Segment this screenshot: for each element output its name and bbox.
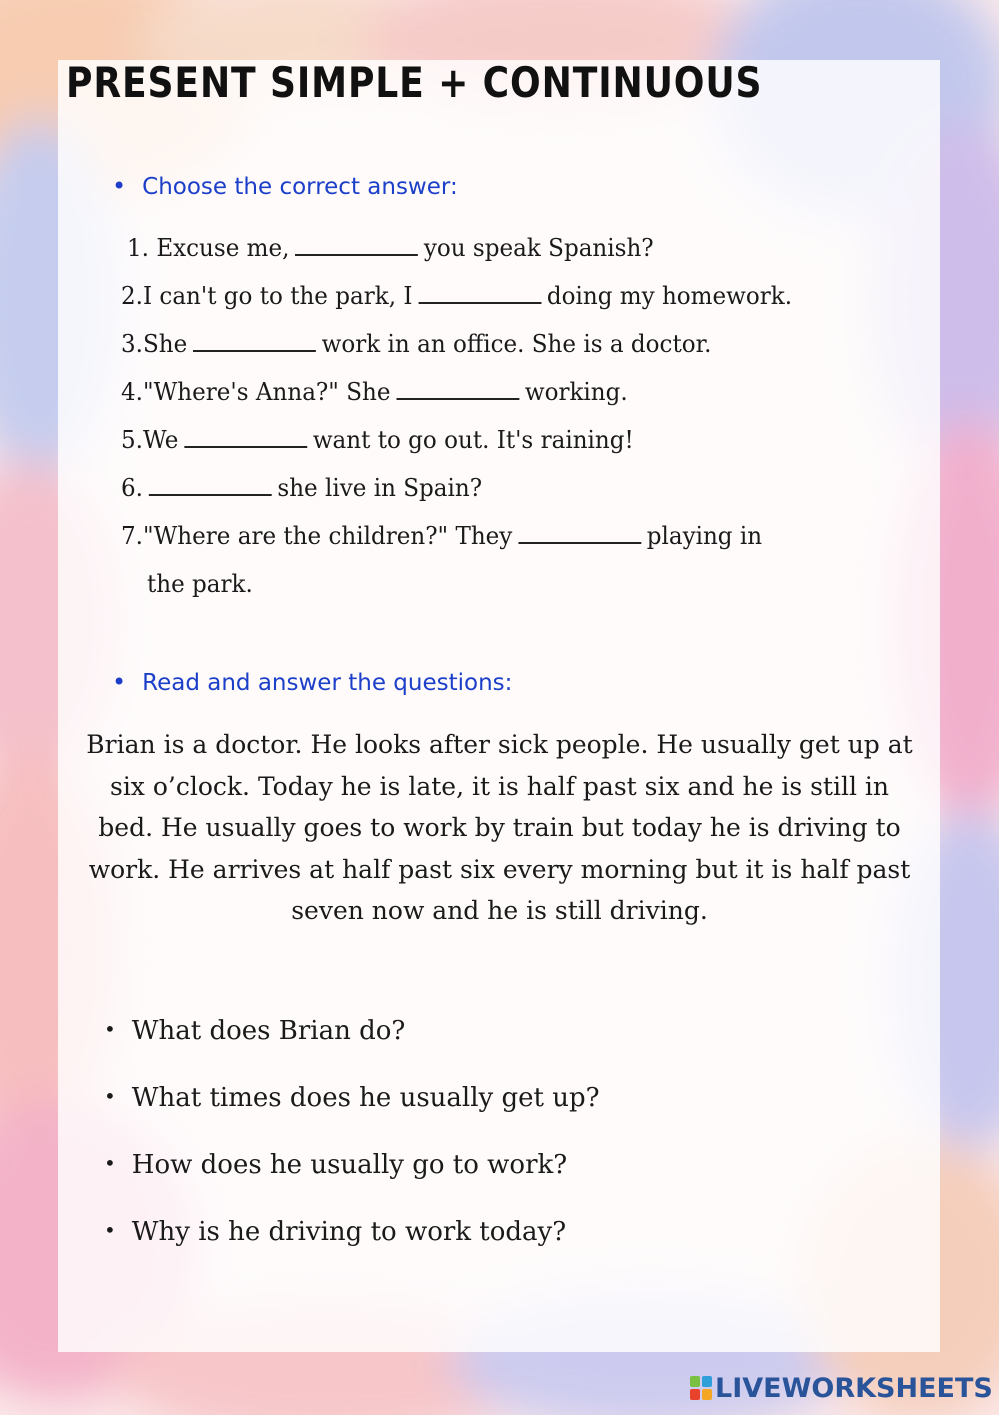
question-item: 7."Where are the children?" They playing in: [121, 522, 763, 550]
brand-text: LIVEWORKSHEETS: [715, 1373, 993, 1404]
answer-blank[interactable]: [418, 298, 541, 304]
section-heading-read: [112, 668, 512, 696]
heading-text: Choose the correct answer:: [142, 174, 458, 200]
answer-question: • What times does he usually get up?: [104, 1083, 600, 1113]
answer-blank[interactable]: [184, 442, 307, 448]
heading-text: Read and answer the questions:: [142, 670, 513, 696]
answer-blank[interactable]: [193, 346, 316, 352]
answer-blank[interactable]: [295, 250, 418, 256]
answer-question: • How does he usually go to work?: [104, 1150, 568, 1180]
question-item: 1. Excuse me, you speak Spanish?: [127, 234, 654, 262]
liveworksheets-brand[interactable]: [690, 1373, 993, 1404]
reading-passage: Brian is a doctor. He looks after sick people. He usually get up at six o’clock. Today he is late, it is half past six and he is still in bed. He usually goes to work by train but today he is driving to work. He arrives at half past six every morning but it is half past seven now and he is still driving.: [86, 730, 913, 925]
question-item: 3.She work in an office. She is a doctor.: [121, 330, 712, 358]
liveworksheets-logo-icon: [690, 1376, 712, 1400]
bullet-icon: •: [104, 1084, 116, 1108]
bullet-icon: •: [112, 172, 127, 200]
question-item: 6. she live in Spain?: [121, 474, 483, 502]
answer-blank[interactable]: [518, 538, 641, 544]
question-item: 4."Where's Anna?" She working.: [121, 378, 628, 406]
question-item-continuation: the park.: [147, 570, 253, 598]
bullet-icon: •: [104, 1017, 116, 1041]
section-heading-choose: [112, 172, 458, 200]
answer-blank[interactable]: [149, 490, 272, 496]
bullet-icon: •: [104, 1218, 116, 1242]
answer-question: • Why is he driving to work today?: [104, 1217, 567, 1247]
question-item: 2.I can't go to the park, I doing my homework.: [121, 282, 793, 310]
bullet-icon: •: [112, 668, 127, 696]
answer-question: • What does Brian do?: [104, 1016, 406, 1046]
question-item: 5.We want to go out. It's raining!: [121, 426, 634, 454]
answer-blank[interactable]: [396, 394, 519, 400]
bullet-icon: •: [104, 1151, 116, 1175]
page-title: PRESENT SIMPLE + CONTINUOUS: [66, 58, 763, 107]
